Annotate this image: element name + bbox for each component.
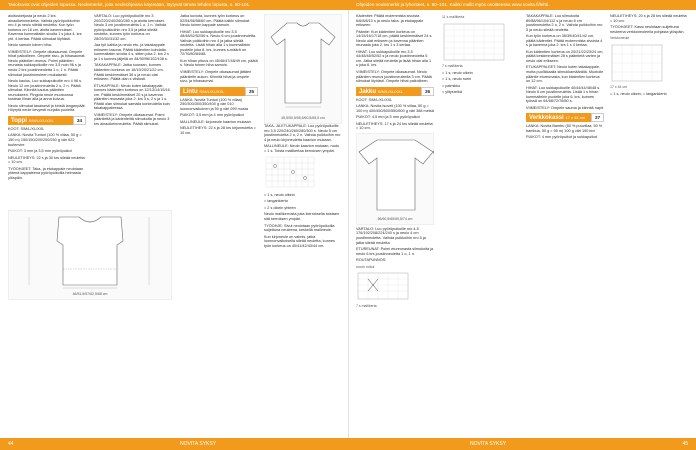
section-header-toppi: [8, 116, 86, 125]
paragraph: KOOT: S/M/L/XL/XXL: [356, 97, 393, 102]
paragraph: Kun hihan pituus on 45/46/47/48/49 cm, päätä s. Neulo toinen hiha samoin.: [180, 58, 258, 68]
paragraph: ETUKAPPALEET: Neulo kuten takakappale, mutta puolikkaalla silmukkamäärällä. Muotoile pääntie etureunasta, kun kädentien korkeus on 12 cm.: [526, 65, 604, 84]
paragraph: NEULETIHEYS: 22 s ja 28 krs kirjoneuletta = 10 cm.: [180, 126, 256, 135]
paragraph: Kun kädentien korkeus on 20/21/22/23/24 cm, päätä keskimmäiset 28 s pääntietä varten ja neulo olat erikseen.: [526, 49, 604, 63]
page-number-right: 45: [682, 441, 688, 447]
column-3: [180, 14, 258, 434]
paragraph: ETUKAPPALE: Neulo kuten takakappale, kunnes kädentien korkeus on 12/13/14/15/16 cm. Päätä keskimmäiset 20 s ja kavenna pääntien reunasta joka 2. krs 3 s, 2 s ja 1 s. Päätä olan silmukat samalla korkeudella kuin takakappaleessa.: [94, 83, 170, 111]
paragraph: NEULETIHEYS: 20 s ja 28 krs sileää neuletta = 10 cm.: [610, 14, 687, 23]
cable-chart: [356, 265, 434, 309]
section-number: 34: [73, 116, 86, 125]
column-5: [356, 14, 434, 434]
lace-chart: [264, 155, 342, 191]
footer-bar: [0, 438, 696, 450]
paragraph: PUIKOT: 4 mm pyöröpuikot ja sukkapuikot: [526, 135, 598, 140]
section-title: Toppi: [11, 117, 27, 124]
paragraph: TAKA- JA ETUKAPPALE: Luo pyöröpuikoille nro 3,5 220/240/260/280/300 s. Neulo 5 cm joustinneuletta 2 o, 2 n. Vaihda puikkoihin nro 4 ja neulo kirjoneuletta kaavion mukaan.: [264, 124, 341, 142]
paragraph: VIIMEISTELY: Ompele olkasaumat. Neulo pääntien reunus joustinneuleella 3 cm. Päätä silmukat löyhästi. Ompele hihat paikoilleen.: [356, 70, 432, 84]
paragraph: LANKA: Novita Tunturi (100 % villaa) 250/300/300/350/400 g väri 010 luonnonvalkoinen ja 50 g väri 099 musta: [180, 97, 248, 111]
column-6: [442, 14, 520, 434]
column-8: [610, 14, 688, 434]
legend-item: = langankierto: [264, 199, 288, 204]
cable-chart-2-grid: [442, 22, 520, 62]
paragraph: LANKA: Novita Isoveli (100 % villaa, 50 g = 100 m) 400/450/500/550/600 g väri 388 metsä: [356, 104, 434, 113]
legend-item: = 1 s, neulo oikein: [442, 70, 473, 75]
legend-item: = 2 s oikein yhteen: [264, 205, 296, 210]
paragraph: VARTALO: Luo pyöröpuikoille nro 4,5 176/192/208/224/240 s ja neulo 4 cm joustinneuletta. Vaihda puikkoihin nro 5 ja jatka sileää neuletta.: [356, 226, 426, 245]
spine-divider: [348, 10, 349, 438]
paragraph: HIHAT: Luo sukkapuikoille nro 3,5 48/48/52/52/56 s. Neulo 6 cm joustinneuletta. Vaihda puikkoihin nro 4 ja jatka sileää neuletta. Lisää hihan alla 1 s kummallekin puolelle joka 8. krs, kunnes s-määrä on 72/76/80/84/88.: [180, 29, 257, 57]
section-size: S/M/L/XL/XXL: [377, 88, 403, 94]
paragraph: PUIKOT: 3 mm ja 3,5 mm pyöröpuikot: [8, 149, 72, 154]
paragraph: TAKAKAPPALE: Jatka suoraan, kunnes kädentien korkeus on 18/19/20/21/22 cm. Päätä keskimmäiset 36 s ja neulo olat erikseen. Päätä olan s viistosti.: [94, 63, 164, 82]
paragraph: Neulo silmukat tasaisesti ja kiristä langanpäät. Höyrytä neule kevyesti nurjalta puolelta.: [8, 103, 86, 113]
paragraph: NEULETIHEYS: 17 s ja 24 krs sileää neuletta = 10 cm.: [356, 121, 433, 131]
legend-note: Neulo mallikerrosta joka kierroksella toistaen sitä kerroksen ympäri.: [264, 212, 340, 222]
sweater-schematic-svg: [265, 15, 341, 115]
lace-chart-grid: [264, 155, 340, 189]
paragraph: Kun työn korkeus on 38/39/40/41/42 cm, päätä kädentiet. Päätä molemmista sivuista 4 s ja kavenna joka 2. krs 1 s 4 kertaa.: [526, 34, 603, 48]
paragraph: KOOT: S/M/L/XL/XXL: [8, 126, 45, 131]
section-title: Verkkokassi: [529, 115, 564, 122]
sweater-schematic: [264, 14, 342, 124]
paragraph: Jatka kuviota, kunnes työn korkeus on 52/54/56/58/60 cm. Päätä kaikki silmukat. Neulo toinen kappale samoin.: [180, 14, 251, 28]
jacket-schematic: [356, 133, 434, 225]
paragraph: Pääntie: Kun kädentien korkeus on 14/15/16/17/18 cm, päätä keskimmäiset 24 s. Neulo olat erikseen ja kavenna pääntien reunasta joka 2. krs 1 s 3 kertaa.: [356, 29, 433, 48]
paragraph: VIIMEISTELY: Ompele olkasaumat. Ompele hihat paikoilleen. Ompele sivu- ja hihasaumat. Neulo pääntien reunus. Poimi pääntien reunasta sukkapuikoille nro 3,5 noin 96 s ja neulo 2 krs joustinneuletta 1 o, 1 n. Päätä silmukat joustinneuleen mukaisesti.: [8, 49, 86, 77]
top-schematic-svg: [9, 211, 171, 291]
section-header-lintu: [180, 87, 258, 96]
paragraph: VIIMEISTELY: Ompele sauma ja kiinnitä napit.: [526, 105, 604, 110]
cable-chart-2-repeat: 7 s mallikerta: [442, 64, 463, 69]
paragraph: TYÖOHJEET: Taka- ja etukappale neulotaan yhtenä kappaleena pyöröpuikoilla helmasta ylöspäin.: [8, 166, 84, 180]
paragraph: VARTALO: Luo pyöröpuikoille nro 3 200/220/240/260/280 s ja aloita kerrokset. Neulo 3 cm joustinneuletta 1 o, 1 n. Vaihda pyöröpuikkoihin nro 3,5 ja jatka sileää neuletta, kunnes työn korkeus on 28/29/30/31/32 cm.: [94, 14, 167, 41]
paragraph: ETUREUNAT: Poimi etureunasta silmukoita ja neulo 6 krs joustinneuletta 1 o, 1 n.: [356, 247, 434, 256]
paragraph: ROUTAPUNNOS:: [356, 258, 387, 263]
section-title: Lintu: [183, 88, 198, 95]
paragraph: VIIMEISTELY: Ompele olkasaumat. Poimi pääntieltä ja kädenteiltä silmukoita ja neulo 3 krs ainaoikeinneuletta. Päätä silmukat.: [94, 112, 170, 127]
schematic-caption: 46/51,5/57/62,5/68 cm: [72, 292, 108, 296]
paragraph: TAKAKAPPALE: Luo silmukoita 80/88/96/104/112 s ja neulo 6 cm joustinneuletta 2 o, 2 n. Vaihda puikkoihin nro 5 ja neulo sileää neuletta.: [526, 14, 603, 32]
section-number: 35: [245, 87, 258, 96]
cable-chart-2-label: 11 s mallikerta: [442, 15, 465, 19]
paragraph: NEULETIHEYS: 22 s ja 30 krs sileää neuletta = 10 cm.: [8, 155, 85, 165]
mesh-chart-grid: [610, 43, 686, 83]
paragraph: PUIKOT: 3,5 mm ja 4 mm pyöröpuikot: [180, 113, 244, 118]
mesh-chart-title: Verkkoneule: [610, 36, 630, 41]
page-number-left: 44: [8, 441, 14, 447]
paragraph: Jaa työ kahtia ja neulo etu- ja takakappale erikseen tasona. Päätä kädentien kohdalta kummaltakin sivulta 4 s, sitten joka 2. krs 2 s ja 1 s kunnes jäljellä on 84/90/96/102/108 s.: [94, 43, 169, 61]
cable-chart-label: nuorn roikui: [356, 264, 375, 269]
paragraph: Kun kirjoneule on valmis, jatka luonnonvalkoisella sileää neuletta, kunnes työn korkeus on 40/41/42/43/44 cm.: [264, 234, 335, 248]
top-schematic: [8, 210, 172, 300]
cable-chart-grid: [356, 271, 432, 301]
section-size: 17 x 44 cm: [565, 115, 585, 121]
sweater-caption: 45,5/50,5/55,5/60,5/65,5 cm: [281, 116, 325, 120]
section-size: S/M/L/XL/XXL: [28, 117, 54, 123]
paragraph: MALLINEULE: kirjoneule kaavion mukaan: [180, 119, 251, 124]
header-right: Ohjeiden neulemerkit ja lyhenteet, s. 90–101. Kaikki mallit myös osoitteessa www.novita.fi/lehti.: [356, 2, 550, 7]
paragraph: HIHAT: Luo sukkapuikoille nro 3,5 44/48/48/52/52 s ja neulo joustinneuletta 5 cm. Jatka sileää neuletta ja lisää hihan alla 1 s joka 6. krs.: [356, 49, 432, 68]
section-header-jakku: [356, 87, 434, 96]
paragraph: TYÖOHJE: Sivut neulotaan pyöröpuikoilla suljettuna neuleena, keskellä mallineule.: [264, 223, 335, 233]
jacket-schematic-svg: [357, 134, 434, 216]
footer-brand-right: NOVITA SYKSY: [470, 441, 507, 447]
paragraph: MALLINEULE: Neulo kaavion mukaan, ruutu = 1 s. Toista mallikertaa kerroksen ympäri.: [264, 144, 340, 153]
paragraph: LANKA: Novita Tunturi (100 % villaa, 50 g = 150 m) 150/150/200/200/250 g väri 622 tuulenvire: [8, 133, 82, 147]
mesh-chart-caption: 17 x 44 cm: [610, 85, 628, 90]
paragraph: Neulo samoin toinen hiha.: [8, 43, 52, 48]
section-size: S/M/L/XL/XXL: [199, 88, 225, 94]
paragraph: Neulo kaulus. Luo sukkapuikoille nro 4 96 s. Neulo 12 cm joustinneuletta 2 o, 2 n. Päätä silmukat. Kiinnitä kaulus pääntien reunukseen. Pingota neule muotoonsa kostean liinan alla ja anna kuivua.: [8, 79, 83, 102]
top-bar: [0, 0, 696, 10]
legend-item: = 1 s, neulo nurin: [442, 77, 472, 82]
paragraph: HIHAT: Luo sukkapuikoille 40/44/44/48/48 s. Neulo 6 cm joustinneuletta. Lisää 1 s hihan kummallekin puolelle joka 6. krs, kunnes työssä on 64/68/72/76/80 s.: [526, 85, 601, 104]
legend-item: = 1 s, neulo oikein: [264, 192, 295, 197]
header-left: Tasokuviot ovat ohjeiden lopussa. Neulemerkit, joita neuleohjeissa käytetään, löytyvät tämän lehden lopusta, s. 90-101.: [8, 2, 251, 7]
jacket-caption: 56/60,5/65/69,5/74 cm: [377, 216, 413, 221]
section-header-verkkokassi: [526, 113, 604, 122]
paragraph: LANKA: Novita Bambu (50 % puuvillaa, 50 % bambua, 50 g = 95 m) 100 g väri 190 kivi: [526, 124, 603, 133]
section-title: Jakku: [359, 88, 377, 95]
paragraph: aloitusketjusta ja neulo 2 krs ainaoikeinneuletta. Vaihda pyöröpuikkoihin nro 4 ja neulo sileää neuletta. Kun työn korkeus on 16 cm, aloita kavennukset. Kavenna kummaltakin sivulta 1 s joka 4. krs yht. 4 kertaa. Päätä silmukat löyhästi.: [8, 14, 82, 41]
section-number: 36: [421, 87, 434, 96]
paragraph: VIIMEISTELY: Ompele olkasaumat jättäen pääntielle aukon. Kiinnitä hihat ja ompele sivu- ja hihasaumat.: [180, 70, 252, 84]
footer-brand-left: NOVITA SYKSY: [180, 441, 217, 447]
legend-item: = 1 s, neulo oikein; = langankierto: [610, 91, 667, 96]
column-7: [526, 14, 604, 434]
cable-chart-2: [442, 15, 520, 95]
legend-item: = palmikko: [442, 83, 461, 88]
paragraph: PUIKOT: 4,5 mm ja 5 mm pyöröpuikot: [356, 115, 420, 120]
section-number: 37: [591, 113, 604, 122]
mesh-chart: [610, 36, 688, 96]
cable-chart-repeat: 7 s mallikerta: [356, 303, 377, 308]
legend-item: = ylitysreikä: [442, 90, 462, 95]
column-4: [264, 14, 342, 434]
paragraph: Kädentiet: Päätä molemmista sivuista 6/6/8/8/10 s ja neulo taka- ja etukappale erikseen.: [356, 14, 424, 28]
paragraph: TYÖOHJEET: Kassi neulotaan suljettuna neuleena verkkoneuleella pohjasta ylöspäin.: [610, 25, 685, 34]
